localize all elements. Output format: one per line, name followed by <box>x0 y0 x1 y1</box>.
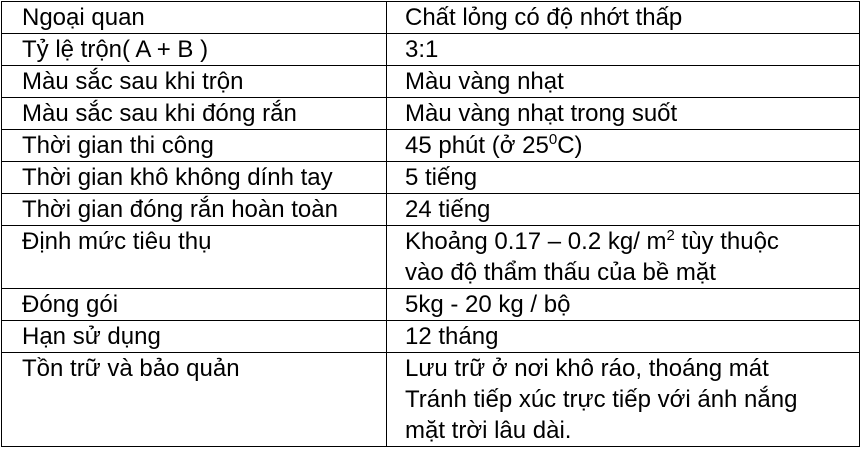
row-label: Đóng gói <box>2 289 387 321</box>
row-value: Màu vàng nhạt <box>387 66 860 98</box>
row-value <box>387 226 860 289</box>
table-row <box>2 289 860 321</box>
row-label: Thời gian khô không dính tay <box>2 162 387 194</box>
table-row <box>2 98 860 130</box>
row-value: Chất lỏng có độ nhớt thấp <box>387 2 860 34</box>
row-label: Tồn trữ và bảo quản <box>2 353 387 447</box>
value-line <box>405 226 859 257</box>
row-label: Thời gian đóng rắn hoàn toàn <box>2 194 387 226</box>
value-line: Tránh tiếp xúc trực tiếp với ánh nắng <box>405 386 798 413</box>
row-label: Màu sắc sau khi trộn <box>2 66 387 98</box>
row-value: 12 tháng <box>387 321 860 353</box>
table-row <box>2 194 860 226</box>
table-row <box>2 162 860 194</box>
table-row <box>2 34 860 66</box>
value-text: 45 phút (ở 25 <box>405 132 549 159</box>
row-label: Tỷ lệ trộn( A + B ) <box>2 34 387 66</box>
row-value: 5 tiếng <box>387 162 860 194</box>
table-row <box>2 353 860 447</box>
table-row <box>2 66 860 98</box>
table-row <box>2 130 860 162</box>
row-label: Màu sắc sau khi đóng rắn <box>2 98 387 130</box>
row-value <box>387 353 860 447</box>
row-value <box>387 130 860 162</box>
row-value: 5kg - 20 kg / bộ <box>387 289 860 321</box>
value-text: C) <box>557 132 583 159</box>
row-label: Hạn sử dụng <box>2 321 387 353</box>
table-row <box>2 2 860 34</box>
table-row <box>2 226 860 289</box>
spec-table <box>1 1 860 447</box>
superscript: 0 <box>548 131 558 148</box>
row-label: Định mức tiêu thụ <box>2 226 387 289</box>
row-label: Ngoại quan <box>2 2 387 34</box>
superscript: 2 <box>666 227 675 244</box>
row-value: 3:1 <box>387 34 860 66</box>
value-line: Lưu trữ ở nơi khô ráo, thoáng mát <box>405 355 769 382</box>
row-value: Màu vàng nhạt trong suốt <box>387 98 860 130</box>
table-row <box>2 321 860 353</box>
value-text: Khoảng 0.17 – 0.2 kg/ m <box>405 228 667 255</box>
value-line: mặt trời lâu dài. <box>405 417 572 444</box>
value-line: vào độ thẩm thấu của bề mặt <box>405 259 716 286</box>
row-value: 24 tiếng <box>387 194 860 226</box>
value-text: tùy thuộc <box>674 228 779 255</box>
row-label: Thời gian thi công <box>2 130 387 162</box>
